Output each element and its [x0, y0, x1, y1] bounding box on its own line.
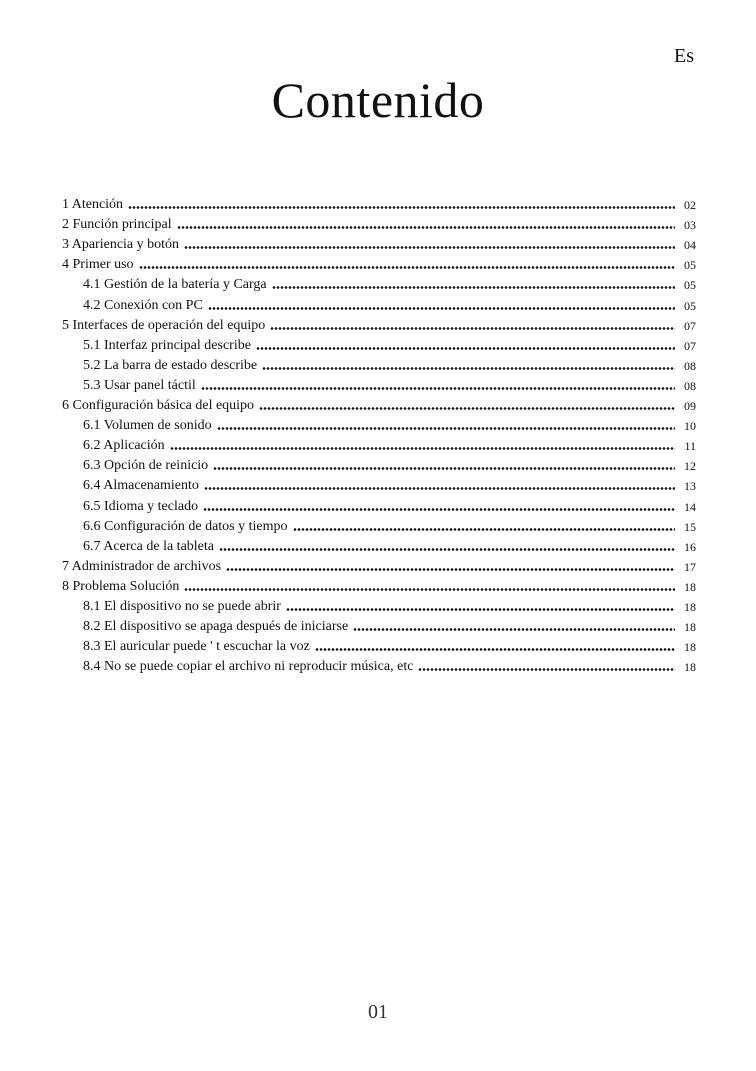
toc-entry-label: 8.1 El dispositivo no se puede abrir: [83, 598, 281, 614]
toc-entry-page: 18: [684, 599, 696, 614]
toc-entry-page: 09: [684, 399, 696, 414]
toc-entry-page: 07: [684, 338, 696, 353]
toc-entry-page: 18: [684, 660, 696, 675]
toc-dot-leader: [353, 628, 675, 631]
toc-entry[interactable]: [62, 354, 696, 374]
toc-entry-label: 5.3 Usar panel táctil: [83, 377, 196, 393]
toc-entry-page: 11: [684, 439, 696, 454]
toc-entry-label: 8.4 No se puede copiar el archivo ni reproducir música, etc: [83, 659, 414, 675]
toc-entry-label: 1 Atención: [62, 197, 124, 213]
toc-entry-page: 02: [684, 198, 696, 213]
toc-entry[interactable]: [62, 394, 696, 414]
toc-entry-page: 18: [684, 620, 696, 635]
toc-entry[interactable]: [62, 314, 696, 334]
toc-entry-page: 18: [684, 640, 696, 655]
table-of-contents: [62, 193, 696, 675]
toc-dot-leader: [418, 668, 675, 671]
toc-entry-label: 3 Apariencia y botón: [62, 237, 180, 253]
toc-dot-leader: [219, 548, 675, 551]
toc-entry-label: 6.5 Idioma y teclado: [83, 498, 199, 514]
toc-dot-leader: [204, 487, 675, 490]
toc-entry-label: 8.2 El dispositivo se apaga después de iniciarse: [83, 619, 349, 635]
toc-entry-page: 05: [684, 298, 696, 313]
toc-entry[interactable]: [62, 213, 696, 233]
toc-entry-label: 4.2 Conexión con PC: [83, 297, 203, 313]
toc-entry-page: 03: [684, 218, 696, 233]
page-title: Contenido: [271, 72, 485, 128]
toc-dot-leader: [256, 347, 675, 350]
toc-entry-page: 07: [684, 318, 696, 333]
toc-dot-leader: [217, 427, 675, 430]
toc-entry[interactable]: [62, 555, 696, 575]
toc-entry[interactable]: [62, 434, 696, 454]
toc-entry[interactable]: [62, 615, 696, 635]
toc-entry-label: 6.1 Volumen de sonido: [83, 418, 212, 434]
toc-entry-label: 4.1 Gestión de la batería y Carga: [83, 277, 267, 293]
toc-dot-leader: [272, 286, 675, 289]
toc-entry-label: 6.6 Configuración de datos y tiempo: [83, 518, 288, 534]
toc-dot-leader: [286, 608, 675, 611]
toc-entry[interactable]: [62, 253, 696, 273]
toc-entry-label: 8.3 El auricular puede ' t escuchar la voz: [83, 639, 310, 655]
toc-entry-label: 5 Interfaces de operación del equipo: [62, 317, 266, 333]
toc-entry-label: 6 Configuración básica del equipo: [62, 398, 255, 414]
language-tag: Es: [674, 45, 694, 67]
toc-dot-leader: [262, 367, 675, 370]
toc-dot-leader: [139, 266, 675, 269]
toc-entry-page: 17: [684, 559, 696, 574]
toc-dot-leader: [315, 648, 675, 651]
toc-dot-leader: [184, 588, 675, 591]
toc-entry[interactable]: [62, 334, 696, 354]
toc-entry-page: 12: [684, 459, 696, 474]
toc-entry-label: 5.2 La barra de estado describe: [83, 357, 258, 373]
toc-dot-leader: [293, 528, 675, 531]
toc-entry-label: 6.4 Almacenamiento: [83, 478, 199, 494]
toc-dot-leader: [128, 206, 675, 209]
toc-entry[interactable]: [62, 414, 696, 434]
toc-dot-leader: [213, 467, 675, 470]
toc-entry[interactable]: [62, 374, 696, 394]
toc-entry-label: 8 Problema Solución: [62, 578, 180, 594]
toc-entry-label: 4 Primer uso: [62, 257, 134, 273]
toc-entry[interactable]: [62, 655, 696, 675]
toc-entry[interactable]: [62, 575, 696, 595]
toc-entry[interactable]: [62, 494, 696, 514]
toc-dot-leader: [177, 226, 675, 229]
toc-entry-label: 7 Administrador de archivos: [62, 558, 222, 574]
page-number: 01: [368, 1001, 388, 1023]
toc-dot-leader: [184, 246, 675, 249]
toc-entry-page: 08: [684, 358, 696, 373]
toc-entry-label: 6.2 Aplicación: [83, 438, 165, 454]
toc-entry-label: 6.7 Acerca de la tableta: [83, 538, 214, 554]
toc-entry-label: 2 Función principal: [62, 217, 172, 233]
toc-dot-leader: [226, 568, 675, 571]
toc-entry-page: 05: [684, 258, 696, 273]
toc-entry-page: 14: [684, 499, 696, 514]
toc-entry[interactable]: [62, 474, 696, 494]
toc-entry-page: 18: [684, 579, 696, 594]
toc-entry[interactable]: [62, 293, 696, 313]
toc-dot-leader: [203, 508, 675, 511]
toc-entry-label: 5.1 Interfaz principal describe: [83, 337, 251, 353]
toc-dot-leader: [270, 327, 675, 330]
toc-dot-leader: [259, 407, 675, 410]
toc-dot-leader: [208, 307, 675, 310]
toc-entry-page: 04: [684, 238, 696, 253]
toc-entry[interactable]: [62, 635, 696, 655]
toc-dot-leader: [170, 447, 675, 450]
toc-entry[interactable]: [62, 193, 696, 213]
toc-dot-leader: [201, 387, 675, 390]
toc-entry-page: 10: [684, 419, 696, 434]
toc-entry[interactable]: [62, 233, 696, 253]
toc-entry-page: 13: [684, 479, 696, 494]
toc-entry[interactable]: [62, 273, 696, 293]
toc-entry[interactable]: [62, 515, 696, 535]
toc-entry-page: 05: [684, 278, 696, 293]
toc-entry[interactable]: [62, 535, 696, 555]
toc-entry[interactable]: [62, 454, 696, 474]
toc-entry-page: 08: [684, 378, 696, 393]
toc-entry-page: 16: [684, 539, 696, 554]
toc-entry[interactable]: [62, 595, 696, 615]
toc-entry-page: 15: [684, 519, 696, 534]
toc-entry-label: 6.3 Opción de reinicio: [83, 458, 209, 474]
